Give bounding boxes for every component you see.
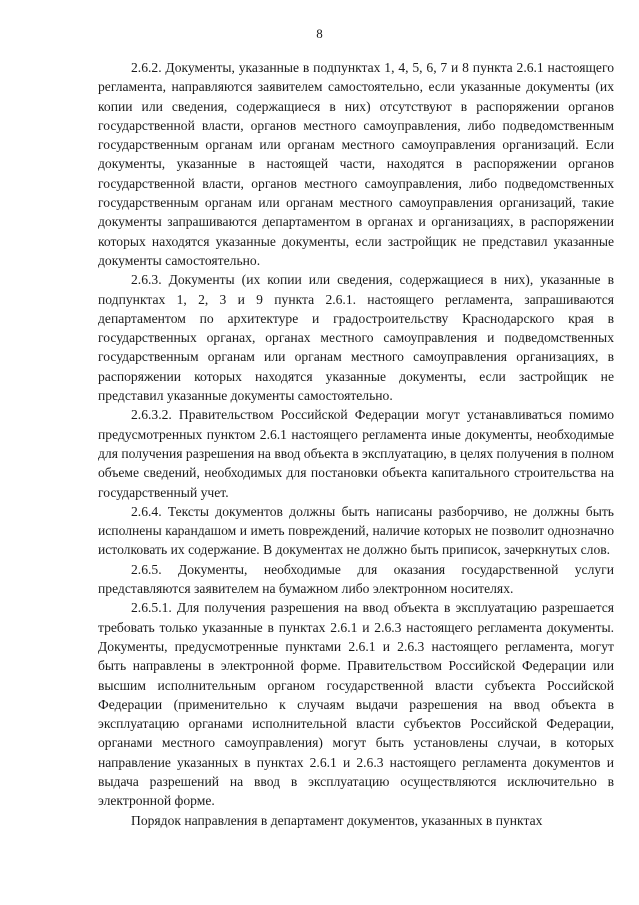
paragraph-2-6-3: 2.6.3. Документы (их копии или сведения, содержащиеся в них), указанные в подпунктах 1, 2, 3 и 9 пункта 2.6.1. настоящего регламента, запрашиваются департаментом по архитектуре и градостроительству Краснодарского края в государственных органах, органах местного самоуправления и подведомственных государственным органам или органам местного самоуправления организациях, в распоряжении которых находятся указанные документы, если застройщик не представил указанные документы самостоятельно. (98, 272, 614, 404)
paragraph-2-6-5-1: 2.6.5.1. Для получения разрешения на ввод объекта в эксплуатацию разрешается требовать только указанные в пунктах 2.6.1 и 2.6.3 настоящего регламента документы. Документы, предусмотренные пунктами 2.6.1 и 2.6.3 настоящего регламента, могут быть направлены в электронной форме. Правительством Российской Федерации или высшим исполнительным органом государственной власти субъекта Российской Федерации (применительно к случаям выдачи разрешения на ввод объекта в эксплуатацию органами исполнительной власти субъектов Российской Федерации, органами местного самоуправления) могут быть установлены случаи, в которых направление указанных в пунктах 2.6.1 и 2.6.3 настоящего регламента документов и выдача разрешений на ввод в эксплуатацию осуществляются исключительно в электронной форме. (98, 600, 614, 809)
paragraph-2-6-4: 2.6.4. Тексты документов должны быть написаны разборчиво, не должны быть исполнены карандашом и иметь повреждений, наличие которых не позволит однозначно истолковать их содержание. В документах не должно быть приписок, зачеркнутых слов. (98, 503, 614, 558)
paragraph-2-6-3-2: 2.6.3.2. Правительством Российской Федерации могут устанавливаться помимо предусмотренных пунктом 2.6.1 настоящего регламента иные документы, необходимые для получения разрешения на ввод объекта в эксплуатацию, в целях получения в полном объеме сведений, необходимых для постановки объекта капитального строительства на государственный учет. (98, 407, 614, 500)
paragraph-2-6-2: 2.6.2. Документы, указанные в подпунктах 1, 4, 5, 6, 7 и 8 пункта 2.6.1 настоящего регламента, направляются заявителем самостоятельно, если указанные документы (их копии или сведения, содержащиеся в них) отсутствуют в распоряжении органов государственной власти, органов местного самоуправления, либо подведомственным государственным органам или органам местного самоуправления организаций. Если документы, указанные в настоящей части, находятся в распоряжении органов государственной власти, органов местного самоуправления, либо подведомственных государственным органам или органам местного самоуправления организаций, такие документы запрашиваются департаментом в органах и организациях, в распоряжении которых находятся указанные документы, если застройщик не представил указанные документы самостоятельно. (98, 60, 614, 268)
paragraph-2-6-5: 2.6.5. Документы, необходимые для оказания государственной услуги представляются заявителем на бумажном либо электронном носителях. (98, 561, 614, 597)
page-number: 8 (316, 26, 323, 41)
document-body (98, 58, 614, 830)
paragraph-procedure: Порядок направления в департамент документов, указанных в пунктах (131, 812, 543, 828)
